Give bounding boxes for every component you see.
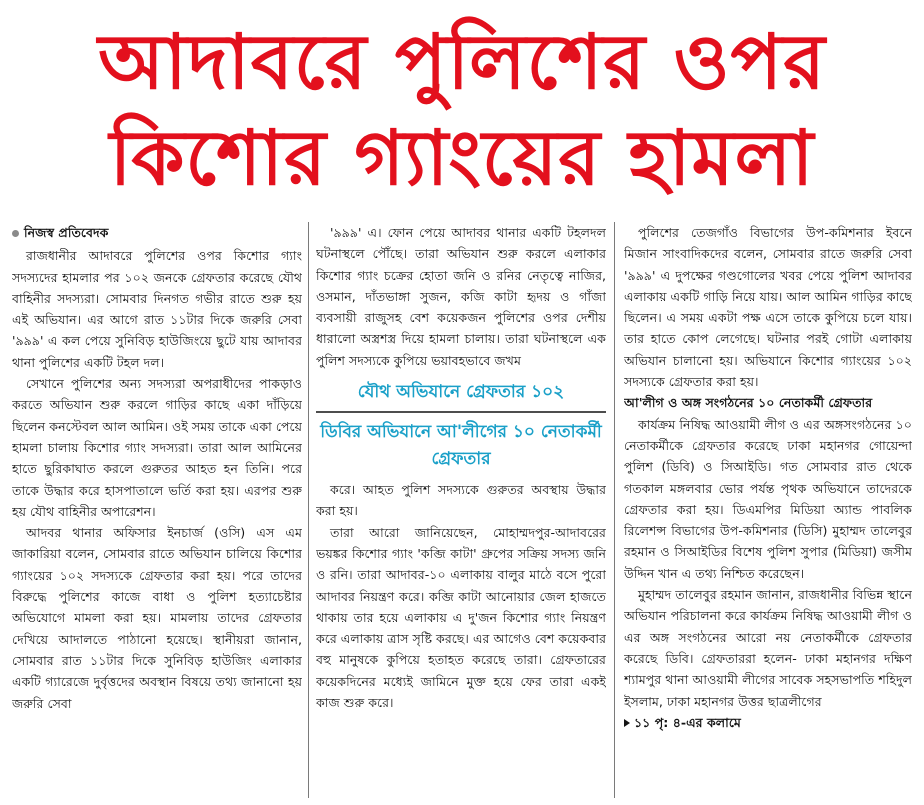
- subheads-box: [316, 379, 606, 473]
- subhead-divider: [316, 411, 606, 413]
- paragraph: করে। আহত পুলিশ সদস্যকে গুরুতর অবস্থায় উদ্ধার করা হয়।: [316, 482, 606, 519]
- paragraph: সেখানে পুলিশের অন্য সদস্যরা অপরাধীদের পাকড়াও করতে অভিযান শুরু করলে গাড়ির কাছে একা দাঁড়িয়ে ছিলেন কনস্টেবল আল আমিন। ওই সময় তাকে একা পেয়ে হামলা চালায় কিশোর গ্যাং সদস্যরা। তারা আল আমিনের হাতে ছুরিকাঘাত করলে গুরুতর আহত হন তিনি। পরে তাকে উদ্ধার করে হাসপাতালে ভর্তি করা হয়। এরপর শুরু হয় যৌথ বাহিনীর অপারেশন।: [12, 376, 302, 519]
- paragraph: তারা আরো জানিয়েছেন, মোহাম্মদপুর-আদাবরের ভয়ঙ্কর কিশোর গ্যাং 'কব্জি কাটা' গ্রুপের সক্রিয় সদস্য জনি ও রনি। তারা আদাবর-১০ এলাকায় বালুর মাঠে বসে পুরো আদাবর নিয়ন্ত্রণ করে। কব্জি কাটা আনোয়ার জেল হাজতে থাকায় তার হয়ে এলাকায় এ দু'জন কিশোর গ্যাং নিয়ন্ত্রণ করে এলাকায় ত্রাস সৃষ্টি করছে। এর আগেও বেশ কয়েকবার বহু মানুষকে কুপিয়ে হতাহত করেছে তারা। গ্রেফতারের কয়েকদিনের মধ্যেই জামিনে মুক্ত হয়ে ফের তারা একই কাজ শুরু করে।: [316, 524, 606, 711]
- paragraph: মুহাম্মদ তালেবুর রহমান জানান, রাজধানীর বিভিন্ন স্থানে অভিযান পরিচালনা করে কার্যক্রম নিষিদ্ধ আওয়ামী লীগ ও এর অঙ্গ সংগঠনের আরো নয় নেতাকর্মীকে গ্রেফতার করেছে ডিবি। গ্রেফতাররা হলেন- ঢাকা মহানগর দক্ষিণ শ্যামপুর থানা আওয়ামী লীগের সাবেক সহসভাপতি শহিদুল ইসলাম, ঢাকা মহানগর উত্তর ছাত্রলীগের: [624, 587, 912, 709]
- continued-note: [624, 712, 912, 733]
- paragraph: '৯৯৯' এ। ফোন পেয়ে আদাবর থানার একটি টহলদল ঘটনাস্থলে পৌঁছে। তারা অভিযান শুরু করলে এলাকার কিশোর গ্যাং চক্রের হোতা জনি ও রনির নেতৃত্বে নাজির, ওসমান, দাঁতভাঙ্গা সুজন, কজি কাটা হৃদয় ও গাঁজা ব্যবসায়ী রাজুসহ বেশ কয়েকজন পুলিশের ওপর দেশীয় ধারালো অস্ত্রশস্ত্র দিয়ে হামলা চালায়। তারা ঘটনাস্থলে এক পুলিশ সদস্যকে কুপিয়ে ভয়াবহভাবে জখম: [316, 225, 606, 368]
- paragraph: পুলিশের তেজগাঁও বিভাগের উপ-কমিশনার ইবনে মিজান সাংবাদিকদের বলেন, সোমবার রাতে জরুরি সেবা '৯৯৯' এ দুপক্ষের গণ্ডগোলের খবর পেয়ে পুলিশ আদাবর এলাকায় একটি গাড়ি নিয়ে যায়। আল আমিন গাড়ির কাছে ছিলেন। এ সময় একটা পক্ষ এসে তাকে কুপিয়ে চলে যায়। তার হাতে কোপ লেগেছে। ঘটনার পরই গোটা এলাকায় অভিযান চালানো হয়। অভিযানে কিশোর গ্যাংয়ের ১০২ সদস্যকে গ্রেফতার করা হয়।: [624, 225, 912, 390]
- byline-text: নিজস্ব প্রতিবেদক: [24, 225, 109, 240]
- column-divider: [308, 222, 309, 798]
- subhead-joint-operation: যৌথ অভিযানে গ্রেফতার ১০২: [357, 382, 565, 403]
- headline: [0, 14, 924, 206]
- column-2: [316, 222, 606, 802]
- paragraph: রাজধানীর আদাবরে পুলিশের ওপর কিশোর গ্যাং সদস্যদের হামলার পর ১০২ জনকে গ্রেফতার করেছে যৌথ বাহিনীর সদস্যরা। সোমবার দিনগত গভীর রাতে শুরু হয় এই অভিযান। এর আগে রাত ১১টার দিকে জরুরি সেবা '৯৯৯' এ কল পেয়ে সুনিবিড় হাউজিংয়ে ছুটে যায় আদাবর থানা পুলিশের একটি টহল দল।: [12, 248, 302, 370]
- column-divider: [614, 222, 615, 798]
- continued-text: ১১ পৃ: ৪-এর কলামে: [634, 714, 741, 730]
- triangle-arrow-icon: [624, 719, 630, 727]
- paragraph: আদবর থানার অফিসার ইনচার্জ (ওসি) এস এম জাকারিয়া বলেন, সোমবার রাতে অভিযান চালিয়ে কিশোর গ্যাংয়ের ১০২ সদস্যকে গ্রেফতার করা হয়। পরে তাদের বিরুদ্ধে পুলিশের কাজে বাধা ও পুলিশ হত্যাচেষ্টার অভিযোগে মামলা করা হয়। মামলায় তাদের গ্রেফতার দেখিয়ে আদালতে পাঠানো হয়েছে। স্থানীয়রা জানান, সোমবার রাত ১১টার দিকে সুনিবিড় হাউজিং এলাকার একটি গ্যারেজে দুর্বৃত্তদের অবস্থান বিষয়ে তথ্য জানানো হয় জরুরি সেবা: [12, 525, 302, 711]
- subhead-db-operation: ডিবির অভিযানে আ'লীগের ১০ নেতাকর্মী গ্রেফতার: [320, 422, 602, 470]
- byline: [12, 222, 302, 243]
- column-3: [624, 222, 912, 802]
- headline-line-1: আদাবরে পুলিশের ওপর: [98, 17, 826, 106]
- section-title: আ'লীগ ও অঙ্গ সংগঠনের ১০ নেতাকর্মী গ্রেফতার: [624, 395, 873, 411]
- bullet-dot-icon: [12, 230, 19, 237]
- paragraph: কার্যক্রম নিষিদ্ধ আওয়ামী লীগ ও এর অঙ্গসংগঠনের ১০ নেতাকর্মীকে গ্রেফতার করেছে ঢাকা মহানগর গোয়েন্দা পুলিশ (ডিবি) ও সিআইডি। গত সোমবার রাত থেকে গতকাল মঙ্গলবার ভোর পর্যন্ত পৃথক অভিযানে তাদেরকে গ্রেফতার করা হয়। ডিএমপির মিডিয়া অ্যান্ড পাবলিক রিলেশন্স বিভাগের উপ-কমিশনার (ডিসি) মুহাম্মদ তালেবুর রহমান ও সিআইডির বিশেষ পুলিশ সুপার (মিডিয়া) জসীম উদ্দিন খান এ তথ্য নিশ্চিত করেছেন।: [624, 416, 912, 581]
- column-1: [12, 222, 302, 802]
- headline-line-2: কিশোর গ্যাংয়ের হামলা: [109, 113, 815, 202]
